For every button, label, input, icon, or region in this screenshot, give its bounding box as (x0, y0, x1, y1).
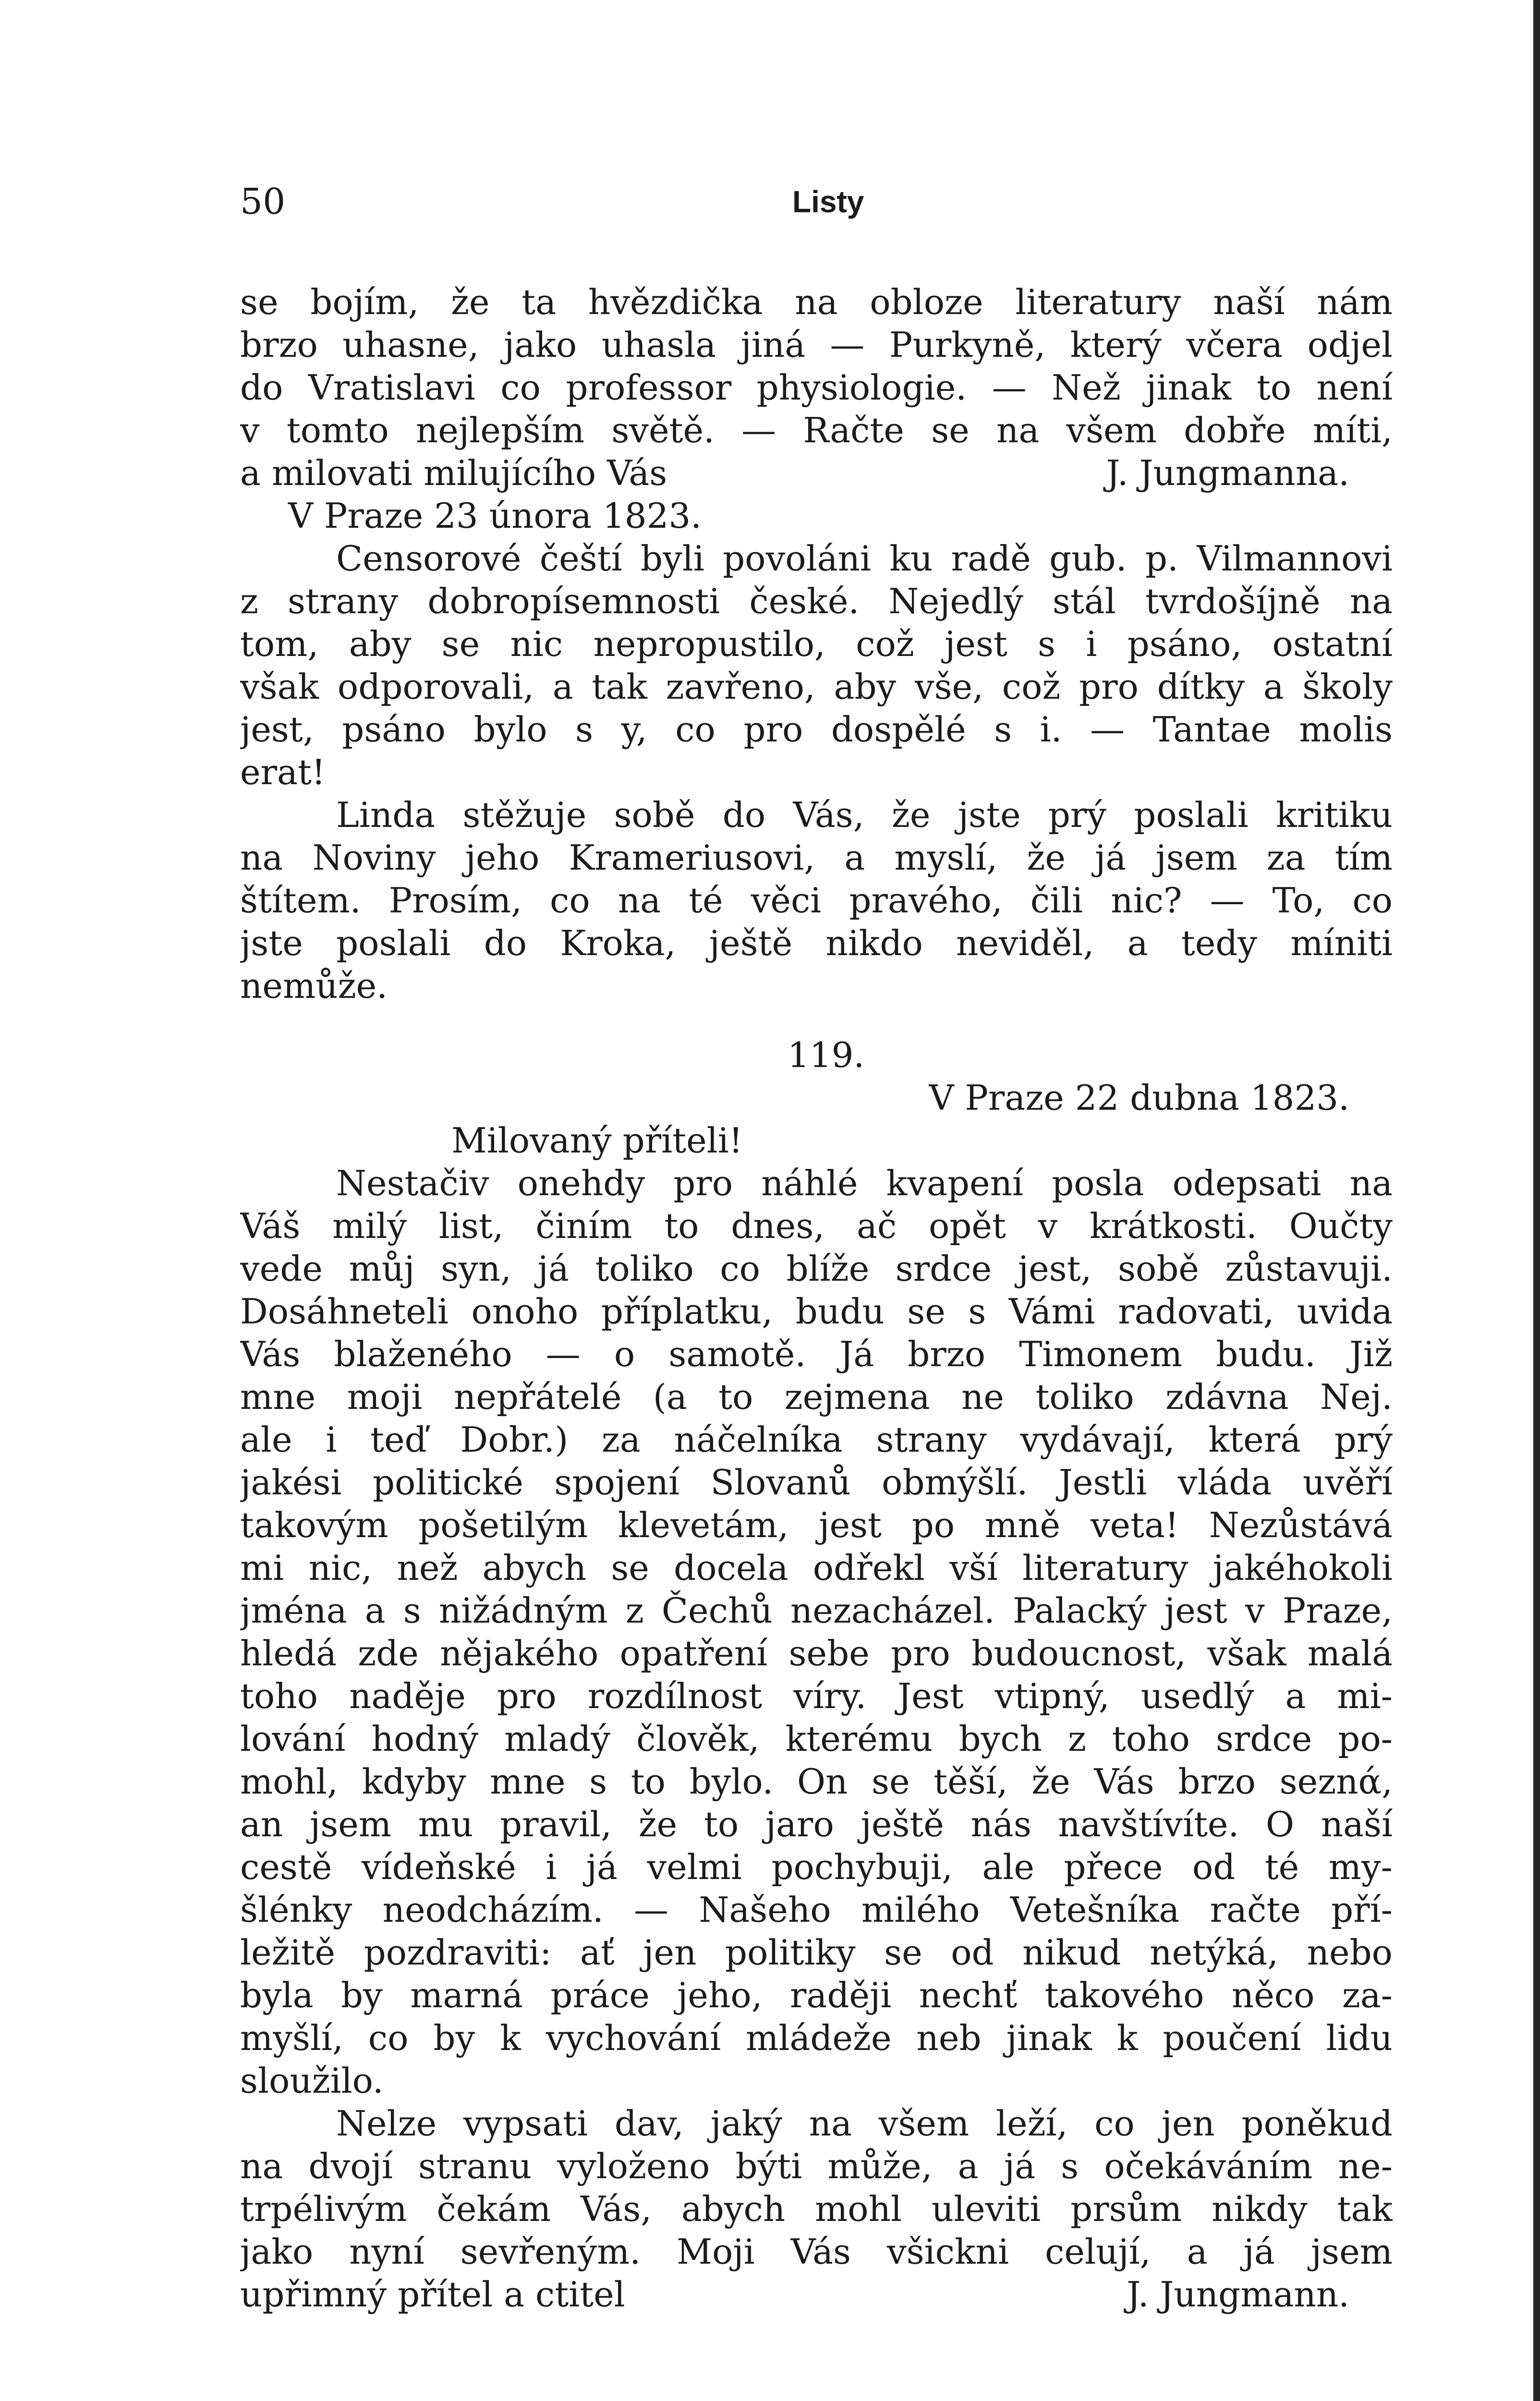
page-body (240, 281, 1393, 2316)
text-line: ale i teď Dobr.) za náčelníka strany vydávají, která prý (240, 1419, 1393, 1460)
text-line: jako nyní sevřeným. Moji Vás všickni celují, a já jsem (240, 2231, 1393, 2272)
text-line: erat! (240, 752, 326, 792)
signature: J. Jungmann. (1127, 2274, 1349, 2315)
text-line: mi nic, než abych se docela odřekl vší literatury jakéhokoli (240, 1548, 1393, 1588)
text-line: štítem. Prosím, co na té věci pravého, čili nic? — To, co (240, 880, 1393, 921)
text-line: Vás blaženého — o samotě. Já brzo Timonem budu. Již (240, 1334, 1393, 1374)
text-line: byla by marná práce jeho, raději nechť takového něco za- (240, 1975, 1393, 2015)
text-line: však odporovali, a tak zavřeno, aby vše, což pro dítky a školy (240, 667, 1393, 707)
closing-text: a milovati milujícího Vás (240, 453, 667, 493)
dateline: V Praze 23 února 1823. (288, 496, 702, 536)
page-header (240, 178, 1393, 235)
letter-119 (240, 1034, 1393, 2316)
text-line: jména a s nižádným z Čechů nezacházel. Palacký jest v Praze, (240, 1590, 1393, 1631)
text-line: šlénky neodcházím. — Našeho milého Vetešníka račte pří- (240, 1890, 1393, 1930)
text-line: nemůže. (240, 966, 388, 1006)
spacer (240, 1007, 1393, 1034)
letter-number: 119. (788, 1035, 865, 1075)
text-line: an jsem mu pravil, že to jaro ještě nás navštívíte. O naší (240, 1804, 1393, 1844)
postscript-paragraph-1 (240, 537, 1393, 794)
postscript-paragraph-2 (240, 794, 1393, 1007)
text-line: hledá zde nějakého opatření sebe pro budoucnost, však malá (240, 1633, 1393, 1673)
closing-line (240, 452, 1393, 495)
closing-text: upřimný přítel a ctitel (240, 2274, 625, 2315)
closing-line (240, 2273, 1393, 2316)
signature: J. Jungmanna. (1106, 453, 1349, 493)
text-line: mohl, kdyby mne s to bylo. On se těší, že Vás brzo seznά, (240, 1761, 1393, 1802)
text-line: mne moji nepřátelé (a to zejmena ne toliko zdávna Nej. (240, 1377, 1393, 1417)
text-line: Nelze vypsati dav, jaký na všem leží, co jen poněkud (336, 2103, 1393, 2144)
text-line: toho naděje pro rozdílnost víry. Jest vtipný, usedlý a mi- (240, 1676, 1393, 1716)
page-edge-shadow (1533, 0, 1540, 2401)
text-line: na dvojí stranu vyloženo býti může, a já s očekáváním ne- (240, 2146, 1393, 2186)
text-line: Censorové čeští byli povoláni ku radě gub. p. Vilmannovi (336, 538, 1393, 579)
text-line: jste poslali do Kroka, ještě nikdo neviděl, a tedy míniti (240, 923, 1393, 963)
text-line: ležitě pozdraviti: ať jen politiky se od nikud netýká, nebo (240, 1932, 1393, 1973)
letter-119-paragraph-1 (240, 1162, 1393, 2102)
text-line: na Noviny jeho Krameriusovi, a myslí, že já jsem za tím (240, 837, 1393, 878)
text-line: Váš milý list, činím to dnes, ač opět v krátkosti. Oučty (240, 1206, 1393, 1246)
letter-118-closing (240, 281, 1393, 537)
text-line: z strany dobropísemnosti české. Nejedlý stál tvrdošíjně na (240, 581, 1393, 621)
dateline: V Praze 22 dubna 1823. (929, 1078, 1349, 1118)
text-line: takovým pošetilým klevetám, jest po mně veta! Nezůstává (240, 1505, 1393, 1545)
text-line: jakési politické spojení Slovanů obmýšlí. Jestli vláda uvěří (240, 1462, 1393, 1503)
text-line: Linda stěžuje sobě do Vás, že jste prý poslali kritiku (336, 795, 1393, 835)
text-line: se bojím, že ta hvězdička na obloze literatury naší nám (240, 282, 1393, 322)
running-head: Listy (792, 184, 864, 219)
letter-119-paragraph-2 (240, 2102, 1393, 2273)
text-line: tom, aby se nic nepropustilo, což jest s i psáno, ostatní (240, 624, 1393, 664)
salutation: Milovaný příteli! (451, 1120, 743, 1161)
page-number: 50 (240, 181, 286, 222)
text-line: trpélivým čekám Vás, abych mohl uleviti prsům nikdy tak (240, 2189, 1393, 2229)
text-line: v tomto nejlepším světě. — Račte se na všem dobře míti, (240, 410, 1393, 450)
text-line: vede můj syn, já toliko co blíže srdce jest, sobě zůstavuji. (240, 1249, 1393, 1289)
text-line: sloužilo. (240, 2061, 384, 2101)
text-line: Nestačiv onehdy pro náhlé kvapení posla odepsati na (336, 1163, 1393, 1203)
text-line: brzo uhasne, jako uhasla jiná — Purkyně, který včera odjel (240, 325, 1393, 365)
text-line: cestě vídeňské i já velmi pochybuji, ale přece od té my- (240, 1847, 1393, 1887)
text-line: do Vratislavi co professor physiologie. — Než jinak to není (240, 367, 1393, 408)
text-line: lování hodný mladý člověk, kterému bych z toho srdce po- (240, 1719, 1393, 1759)
text-line: myšlí, co by k vychování mládeže neb jinak k poučení lidu (240, 2018, 1393, 2058)
text-line: jest, psáno bylo s y, co pro dospělé s i. — Tantae molis (240, 709, 1393, 750)
text-line: Dosáhneteli onoho příplatku, budu se s Vámi radovati, uvida (240, 1291, 1393, 1332)
